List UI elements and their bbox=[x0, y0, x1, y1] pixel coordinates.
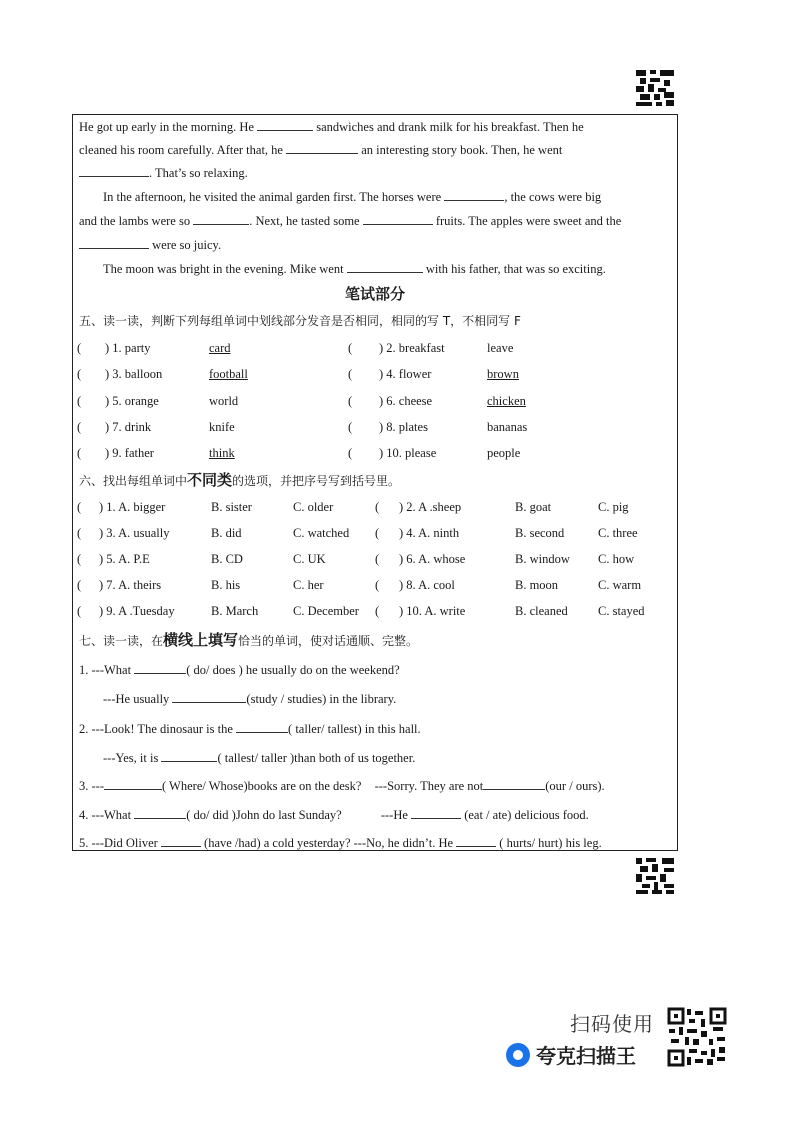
passage-line: The moon was bright in the evening. Mike went with his father, that was so exciting. bbox=[103, 262, 606, 276]
sec6-row: ( ) 9. A .Tuesday B. March C. December ( ) 10. A. write B. cleaned C. stayed bbox=[77, 604, 645, 618]
sec7-question: 1. ---What ( do/ does ) he usually do on the weekend? bbox=[79, 663, 400, 677]
passage-line: . That’s so relaxing. bbox=[79, 165, 248, 181]
written-part-title: 笔试部分 bbox=[344, 285, 405, 303]
qr-code-icon[interactable] bbox=[667, 1007, 727, 1067]
sec5-row: ( ) 7. drink knife ( ) 8. plates bananas bbox=[77, 420, 528, 434]
passage-line: and the lambs were so . Next, he tasted some fruits. The apples were sweet and the bbox=[79, 214, 622, 228]
sec6-row: ( ) 5. A. P.E B. CD C. UK ( ) 6. A. whose B. window C. how bbox=[77, 552, 635, 566]
qr-code-icon bbox=[636, 858, 674, 894]
section-6-title: 六、找出每组单词中不同类的选项，并把序号写到括号里。 bbox=[79, 471, 401, 489]
quark-logo-icon bbox=[506, 1043, 530, 1067]
exam-sheet bbox=[72, 114, 678, 851]
qr-code-icon bbox=[636, 70, 674, 106]
sec7-question: 2. ---Look! The dinosaur is the ( taller/ tallest) in this hall. bbox=[79, 722, 421, 736]
sec6-row: ( ) 7. A. theirs B. his C. her ( ) 8. A. cool B. moon C. warm bbox=[77, 578, 642, 592]
brand-name: 夸克扫描王 bbox=[536, 1044, 636, 1068]
passage-line: were so juicy. bbox=[79, 237, 221, 253]
sec5-row: ( ) 5. orange world ( ) 6. cheese chicken bbox=[77, 394, 526, 408]
section-7-title: 七、读一读，在横线上填写恰当的单词，使对话通顺、完整。 bbox=[79, 631, 419, 649]
passage-line: cleaned his room carefully. After that, he an interesting story book. Then, he went bbox=[79, 143, 563, 157]
brand-logo bbox=[506, 1040, 636, 1069]
passage-line: In the afternoon, he visited the animal garden first. The horses were , the cows were big bbox=[103, 190, 602, 204]
sec6-row: ( ) 1. A. bigger B. sister C. older ( ) 2. A .sheep B. goat C. pig bbox=[77, 500, 629, 514]
sec7-question: 3. --- ( Where/ Whose)books are on the desk? ---Sorry. They are not (our / ours). bbox=[79, 779, 605, 793]
scan-to-use-label: 扫码使用 bbox=[570, 1012, 654, 1036]
sec5-row: ( ) 9. father think ( ) 10. please people bbox=[77, 446, 521, 460]
sec7-question: ---Yes, it is ( tallest/ taller )than both of us together. bbox=[103, 751, 416, 765]
sec7-question: 5. ---Did Oliver (have /had) a cold yesterday? ---No, he didn’t. He ( hurts/ hurt) his leg. bbox=[79, 836, 602, 850]
section-5-title: 五、读一读，判断下列每组单词中划线部分发音是否相同，相同的写 T，不相同写 F bbox=[79, 314, 521, 328]
sec5-row: ( ) 3. balloon football ( ) 4. flower brown bbox=[77, 367, 519, 381]
sec7-question: 4. ---What ( do/ did )John do last Sunday? ---He (eat / ate) delicious food. bbox=[79, 808, 589, 822]
sec5-row: ( ) 1. party card ( ) 2. breakfast leave bbox=[77, 341, 514, 355]
sec7-question: ---He usually (study / studies) in the library. bbox=[103, 692, 397, 706]
passage-line: He got up early in the morning. He sandwiches and drank milk for his breakfast. Then he bbox=[79, 120, 584, 134]
sec6-row: ( ) 3. A. usually B. did C. watched ( ) 4. A. ninth B. second C. three bbox=[77, 526, 638, 540]
